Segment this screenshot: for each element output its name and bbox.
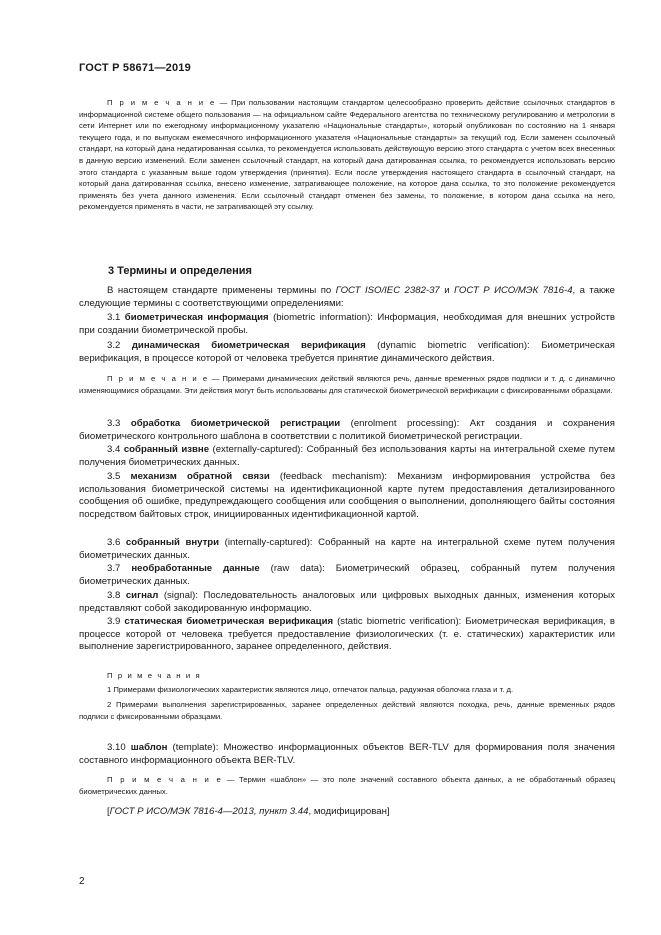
term-definition: (static biometric verification): Биометрическая верификация, в процессе которой от человека требуется предоставление физиологических (т. е. статических) характеристик или выполнение зарегистрированного, заранее определенного, действия. (79, 616, 615, 653)
term-name: статическая биометрическая верификация (124, 616, 334, 627)
term-3-9: 3.9 статическая биометрическая верификация (static biometric verification): Биометрическая верификация, в процессе которой от человека требуется предоставление физиологических (т. е. статических) характеристик или выполнение зарегистрированного, заранее определенного, действия. (79, 616, 615, 653)
note-normative-references (79, 97, 615, 213)
term-definition: (raw data): Биометрический образец, собранный путем получения биометрических данных. (79, 563, 615, 587)
term-3-3: 3.3 обработка биометрической регистрации (enrolment processing): Акт создания и сохранения биометрического контрольного шаблона в соответствии с политикой биометрической регистрации. (79, 418, 615, 442)
notes-term-3-9 (79, 670, 615, 722)
reference-link: ГОСТ ISO/IEC 2382-37 (335, 285, 440, 296)
note-label: П р и м е ч а н и е (107, 775, 223, 784)
term-name: биометрическая информация (124, 312, 269, 323)
term-name: необработанные данные (131, 563, 260, 574)
term-3-10: 3.10 шаблон (template): Множество информационных объектов BER-TLV для формирования поля значения составного информационного объекта BER-TLV. (79, 742, 615, 766)
term-3-2: 3.2 динамическая биометрическая верификация (dynamic biometric verification): Биометрическая верификация, в процессе которой от человека требуется принятие динамического действия. (79, 340, 615, 364)
note-term-3-2 (79, 373, 615, 396)
note-label: П р и м е ч а н и е (107, 374, 209, 383)
term-3-5: 3.5 механизм обратной связи (feedback mechanism): Механизм информирования устройства без использования биометрической системы на идентификационной карте путем предоставления детализированного сообщения об ошибке, предупреждающего сообщения или сообщения о выполнении, дополняющего байты состояния посредством байтовых строк, инициированных идентификационной картой. (79, 471, 615, 520)
reference-link: ГОСТ Р ИСО/МЭК 7816-4—2013, пункт 3.44 (109, 806, 309, 817)
term-name: шаблон (130, 742, 168, 753)
term-name: динамическая биометрическая верификация (131, 340, 366, 351)
term-definition: (signal): Последовательность аналоговых или цифровых выходных данных, изменения которых представляют собой закодированную информацию. (79, 590, 615, 614)
note-item-2: 2 Примерами выполнения зарегистрированных, заранее определенных действий являются походка, речь, данные временных рядов подписи с фиксированными образцами. (79, 700, 615, 721)
source-reference: [ГОСТ Р ИСО/МЭК 7816-4—2013, пункт 3.44, модифицирован] (107, 806, 390, 817)
page-number: 2 (79, 876, 85, 887)
section-heading: 3 Термины и определения (108, 265, 252, 277)
term-3-4: 3.4 собранный извне (externally-captured): Собранный без использования карты на интегральной схеме путем получения биометрических данных. (79, 444, 615, 468)
reference-link: ГОСТ Р ИСО/МЭК 7816-4 (454, 285, 573, 296)
term-3-7: 3.7 необработанные данные (raw data): Биометрический образец, собранный путем получения биометрических данных. (79, 563, 615, 587)
term-name: сигнал (125, 590, 159, 601)
term-3-8: 3.8 сигнал (signal): Последовательность аналоговых или цифровых выходных данных, изменения которых представляют собой закодированную информацию. (79, 590, 615, 614)
term-definition: (dynamic biometric verification): Биометрическая верификация, в процессе которой от человека требуется принятие динамического действия. (79, 340, 615, 364)
note-item-1: 1 Примерами физиологических характеристик являются лицо, отпечаток пальца, радужная оболочка глаза и т. д. (107, 684, 514, 694)
note-text: — Примерами динамических действий являются речь, данные временных рядов подписи и т. д. с динамично изменяющимися образцами. Эти действия могут быть использованы для статической биометрической верификации с фиксированными образцами. (79, 374, 615, 395)
notes-label: П р и м е ч а н и я (107, 671, 202, 680)
note-text: — При пользовании настоящим стандартом целесообразно проверить действие ссылочных стандартов в информационной системе общего пользования — на официальном сайте Федерального агентства по техническому регулированию и метрологии в сети Интернет или по ежегодному информационному указателю «Национальные стандарты», который опубликован по состоянию на 1 января текущего года, и по выпускам ежемесячного информационного указателя «Национальные стандарты» за текущий год. Если заменен ссылочный стандарт, на который дана недатированная ссылка, то рекомендуется использовать действующую версию этого стандарта с учетом всех внесенных в данную версию изменений. Если заменен ссылочный стандарт, на который дана датированная ссылка, то рекомендуется использовать версию этого стандарта с указанным выше годом утверждения (принятия). Если после утверждения настоящего стандарта в ссылочный стандарт, на который дана датированная ссылка, внесено изменение, затрагивающее положение, на которое дана ссылка, то это положение рекомендуется применять без учета данного изменения. Если ссылочный стандарт отменен без замены, то положение, в котором дана ссылка на него, рекомендуется применять в части, не затрагивающей эту ссылку. (79, 98, 615, 212)
page-header-title: ГОСТ Р 58671—2019 (79, 62, 191, 74)
term-name: механизм обратной связи (130, 471, 270, 482)
term-definition: (biometric information): Информация, необходимая для внешних устройств при создании биометрической пробы. (79, 312, 615, 336)
term-3-6: 3.6 собранный внутри (internally-captured): Собранный на карте на интегральной схеме путем получения биометрических данных. (79, 537, 615, 561)
term-definition: (template): Множество информационных объектов BER-TLV для формирования поля значения составного информационного объекта BER-TLV. (79, 742, 615, 766)
note-label: П р и м е ч а н и е (107, 98, 216, 107)
section-intro: В настоящем стандарте применены термины по ГОСТ ISO/IEC 2382-37 и ГОСТ Р ИСО/МЭК 7816-4, а также следующие термины с соответствующими определениями: (79, 285, 615, 309)
term-3-1: 3.1 биометрическая информация (biometric information): Информация, необходимая для внешних устройств при создании биометрической пробы. (79, 312, 615, 336)
term-definition: (feedback mechanism): Механизм информирования устройства без использования биометрической системы на идентификационной карте путем предоставления детализированного сообщения об ошибке, предупреждающего сообщения или сообщения о выполнении, дополняющего байты состояния посредством байтовых строк, инициированных идентификационной картой. (79, 471, 615, 520)
note-term-3-10 (79, 774, 615, 797)
term-definition: (enrolment processing): Акт создания и сохранения биометрического контрольного шаблона в соответствии с политикой биометрической регистрации. (79, 418, 615, 442)
term-name: собранный извне (123, 444, 210, 455)
term-name: обработка биометрической регистрации (130, 418, 341, 429)
term-name: собранный внутри (125, 537, 220, 548)
note-text: — Термин «шаблон» — это поле значений составного объекта данных, а не обработанный образец биометрических данных. (79, 775, 615, 796)
term-definition: (internally-captured): Собранный на карте на интегральной схеме путем получения биометрических данных. (79, 537, 615, 561)
term-definition: (externally-captured): Собранный без использования карты на интегральной схеме путем получения биометрических данных. (79, 444, 615, 468)
